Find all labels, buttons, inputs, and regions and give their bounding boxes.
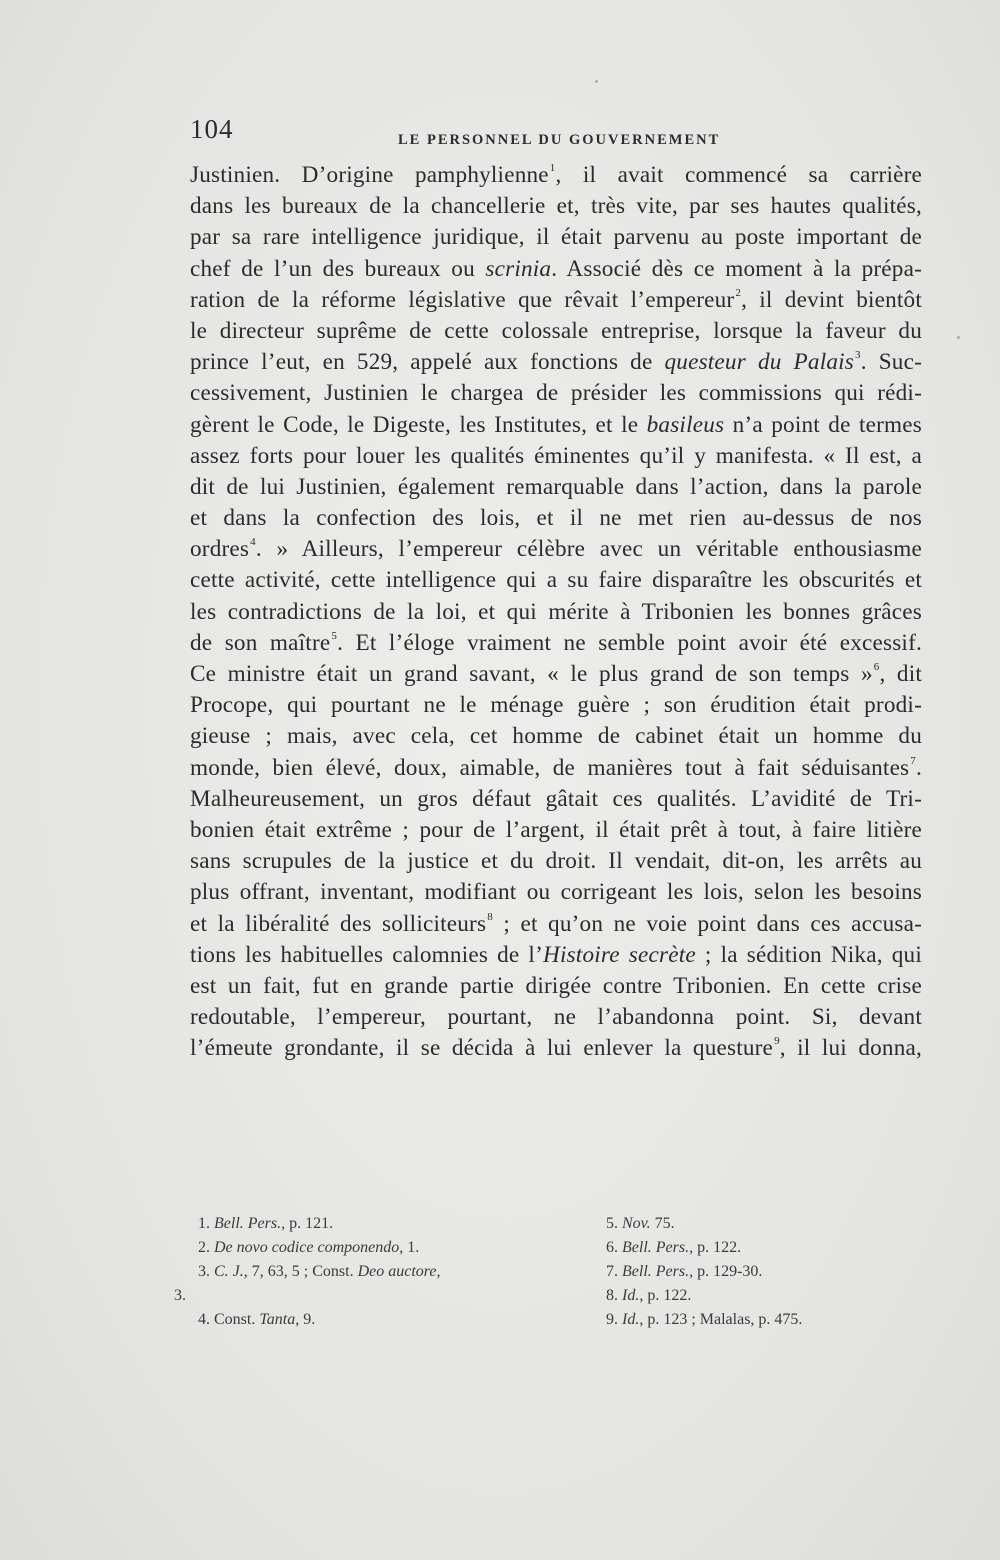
footnote-italic: Deo auctore	[357, 1263, 437, 1280]
text-line	[190, 784, 922, 815]
text-run: , il lui donna,	[779, 1035, 923, 1062]
text-line	[190, 441, 922, 472]
footnote	[174, 1308, 534, 1332]
text-line	[190, 378, 922, 409]
footnote-ref: 6	[873, 661, 880, 673]
footnotes-right-column	[582, 1212, 942, 1332]
text-line	[190, 503, 922, 534]
text-run: redoutable, l’empereur, pourtant, ne l’abandonna point. Si, devant	[190, 1004, 922, 1031]
text-line	[190, 347, 922, 378]
footnote-text: , p. 122.	[689, 1239, 742, 1256]
text-run: . » Ailleurs, l’empereur célèbre avec un véritable enthousiasme	[255, 536, 922, 563]
text-run: les contradictions de la loi, et qui mérite à Tribonien les bonnes grâces	[190, 598, 922, 625]
text-run: plus offrant, inventant, modifiant ou corrigeant les lois, selon les besoins	[190, 879, 922, 906]
text-run: . Suc-	[860, 349, 923, 376]
text-line	[190, 877, 922, 908]
text-run: cessivement, Justinien le chargea de présider les commissions qui rédi-	[190, 380, 922, 407]
text-run: ; et qu’on ne voie point dans ces accusa-	[492, 910, 922, 937]
text-run: ration de la réforme législative que rêvait l’empereur	[190, 286, 735, 313]
footnotes-left-column	[174, 1212, 534, 1332]
footnote-number: 2.	[198, 1239, 210, 1256]
text-run: dans les bureaux de la chancellerie et, très vite, par ses hautes qualités,	[190, 193, 922, 220]
text-run: prince l’eut, en 529, appelé aux fonctions de	[190, 349, 665, 376]
text-line	[190, 254, 922, 285]
footnote-italic: Bell. Pers.	[622, 1239, 690, 1256]
footnote-ref: 7	[910, 754, 916, 767]
text-line	[190, 565, 922, 596]
text-run: par sa rare intelligence juridique, il était parvenu au poste important de	[190, 224, 922, 251]
text-run: ; la sédition Nika, qui	[695, 941, 922, 968]
text-line	[190, 534, 922, 565]
footnote-text: , p. 129-30.	[689, 1263, 763, 1280]
text-line	[190, 846, 922, 877]
text-run: Malheureusement, un gros défaut gâtait ces qualités. L’avidité de Tri-	[190, 785, 922, 812]
footnote-text: , p. 121.	[281, 1215, 334, 1232]
footnote-text: , 9.	[295, 1311, 316, 1328]
footnote-number: 8.	[606, 1287, 618, 1304]
text-line	[190, 191, 922, 222]
footnote-italic: De novo codice componendo	[214, 1239, 400, 1256]
footnote-text: , 1.	[399, 1239, 420, 1256]
text-line	[190, 410, 922, 441]
text-line	[190, 815, 922, 846]
text-run: gèrent le Code, le Digeste, les Institutes, et le	[190, 411, 647, 438]
paper-speck	[957, 336, 960, 339]
footnote	[174, 1236, 534, 1260]
footnote-ref: 3	[855, 349, 861, 362]
text-line	[190, 1033, 922, 1064]
text-run: gieuse ; mais, avec cela, cet homme de cabinet était un homme du	[190, 723, 922, 750]
page-header	[190, 114, 925, 154]
footnote-ref: 8	[487, 910, 493, 923]
footnote-ref: 5	[331, 629, 338, 642]
text-run: et dans la confection des lois, et il ne met rien au-dessus de nos	[190, 505, 922, 532]
footnote-number: 1.	[198, 1215, 210, 1232]
text-line	[190, 690, 922, 721]
footnote-text: , 7, 63, 5 ; Const.	[243, 1263, 358, 1280]
italic-run: Histoire secrète	[543, 941, 696, 968]
text-run: n’a point de termes	[724, 411, 923, 438]
text-run: tions les habituelles calomnies de l’	[190, 941, 543, 968]
footnote-ref: 2	[735, 286, 742, 299]
text-run: l’émeute grondante, il se décida à lui enlever la questure	[190, 1035, 774, 1062]
text-line	[190, 940, 922, 971]
text-line	[190, 472, 922, 503]
text-line	[190, 659, 922, 690]
text-run: monde, bien élevé, doux, aimable, de manières tout à fait séduisantes	[190, 754, 910, 781]
text-run: assez forts pour louer les qualités éminentes qu’il y manifesta. « Il est, a	[190, 442, 922, 469]
text-run: cette activité, cette intelligence qui a su faire disparaître les obscurités et	[190, 567, 922, 594]
text-run: .	[916, 754, 922, 781]
footnote-ref: 4	[250, 536, 256, 549]
footnote	[174, 1212, 534, 1236]
footnote-number: 4.	[198, 1311, 210, 1328]
text-run: et la libéralité des solliciteurs	[190, 910, 487, 937]
italic-run: scrinia	[485, 255, 552, 282]
text-line	[190, 628, 922, 659]
text-run: sans scrupules de la justice et du droit. Il vendait, dit-on, les arrêts au	[190, 848, 922, 875]
text-run: . Associé dès ce moment à la prépa-	[551, 255, 923, 282]
italic-run: basileus	[646, 411, 725, 438]
footnote-number: 9.	[606, 1311, 618, 1328]
text-line	[190, 1002, 922, 1033]
footnote-italic: C. J.	[214, 1263, 244, 1280]
footnote-italic: Id.	[622, 1287, 640, 1304]
body-text	[190, 160, 922, 1064]
text-run: le directeur suprême de cette colossale entreprise, lorsque la faveur du	[190, 317, 922, 344]
footnote	[174, 1284, 534, 1308]
footnote	[582, 1284, 942, 1308]
text-run: Procope, qui pourtant ne le ménage guère ; son érudition était prodi-	[190, 692, 922, 719]
footnote	[582, 1308, 942, 1332]
text-line	[190, 721, 922, 752]
text-line	[190, 285, 922, 316]
footnote-text: ,	[436, 1263, 441, 1280]
footnote-italic: Bell. Pers.	[622, 1263, 690, 1280]
footnote-ref: 9	[774, 1035, 780, 1048]
text-line	[190, 971, 922, 1002]
footnote-text: , p. 122.	[639, 1287, 692, 1304]
text-line	[190, 316, 922, 347]
text-run: Justinien. D’origine pamphylienne	[190, 162, 549, 188]
page-number: 104	[190, 114, 234, 144]
text-line	[190, 909, 922, 940]
text-run: , dit	[879, 661, 922, 687]
text-line	[190, 222, 922, 253]
text-run: chef de l’un des bureaux ou	[190, 255, 486, 282]
footnote-number: 3.	[198, 1263, 210, 1280]
footnote-number: 6.	[606, 1239, 618, 1256]
footnote	[174, 1260, 534, 1284]
footnote-italic: Bell. Pers.	[214, 1215, 282, 1232]
text-run: bonien était extrême ; pour de l’argent, il était prêt à tout, à faire litière	[190, 816, 922, 843]
paper-speck	[595, 80, 598, 83]
text-run: est un fait, fut en grande partie dirigée contre Tribonien. En cette crise	[190, 972, 922, 999]
text-run: de son maître	[190, 629, 331, 656]
footnote	[582, 1260, 942, 1284]
text-run: dit de lui Justinien, également remarquable dans l’action, dans la parole	[190, 473, 922, 500]
text-run: . Et l’éloge vraiment ne semble point avoir été excessif.	[337, 629, 922, 656]
footnote-text: , p. 123 ; Malalas, p. 475.	[639, 1311, 803, 1328]
footnote-number: 7.	[606, 1263, 618, 1280]
text-line	[190, 597, 922, 628]
footnote-italic: Tanta	[259, 1311, 296, 1328]
text-run: , il avait commencé sa carrière	[555, 162, 922, 188]
text-run: , il devint bientôt	[741, 286, 922, 313]
text-line	[190, 753, 922, 784]
footnote	[582, 1236, 942, 1260]
running-head: LE PERSONNEL DU GOUVERNEMENT	[398, 132, 721, 148]
footnote-text: 3.	[174, 1287, 186, 1304]
footnote	[582, 1212, 942, 1236]
footnote-number: 5.	[606, 1215, 618, 1232]
footnote-text: Const.	[214, 1311, 260, 1328]
footnote-italic: Id.	[622, 1311, 640, 1328]
text-line	[190, 160, 922, 191]
footnote-ref: 1	[549, 162, 556, 174]
text-run: ordres	[190, 536, 250, 563]
footnote-italic: Nov.	[622, 1215, 651, 1232]
footnote-text: 75.	[650, 1215, 675, 1232]
text-run: Ce ministre était un grand savant, « le plus grand de son temps »	[190, 661, 873, 687]
italic-run: questeur du Palais	[664, 349, 854, 376]
